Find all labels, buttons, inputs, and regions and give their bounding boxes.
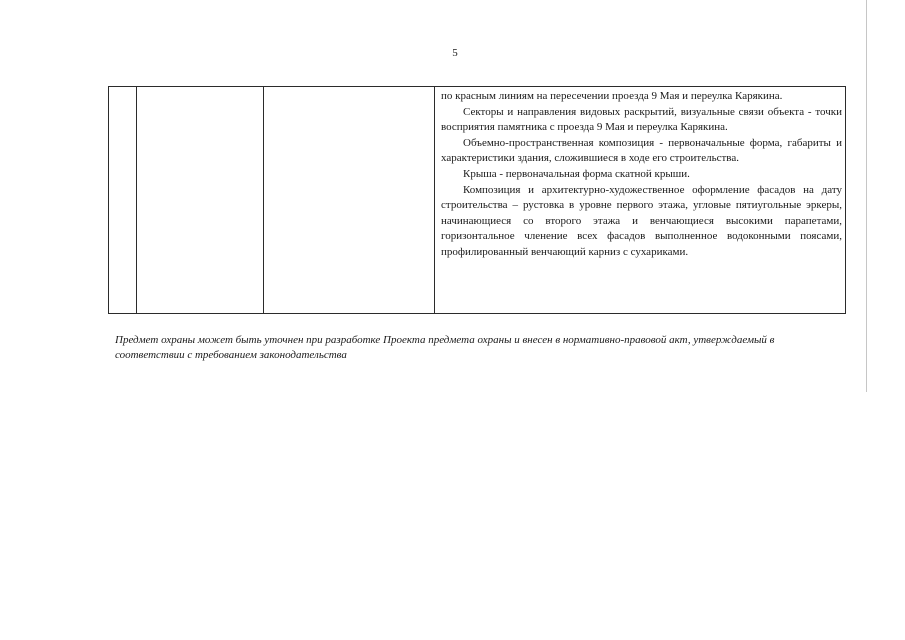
page-number: 5	[452, 47, 458, 59]
description-paragraph: Объемно-пространственная композиция - первоначальные форма, габариты и характеристики здания, сложившиеся в ходе его строительства.	[441, 136, 842, 165]
protection-subject-table	[108, 86, 846, 314]
table-cell-number	[109, 87, 137, 314]
description-text	[435, 87, 845, 261]
footnote: Предмет охраны может быть уточнен при разработке Проекта предмета охраны и внесен в нормативно-правовой акт, утверждаемый в соответствии с требованием законодательства	[115, 334, 775, 361]
description-paragraph: по красным линиям на пересечении проезда 9 Мая и переулка Карякина.	[441, 90, 783, 102]
table-cell-location	[264, 87, 435, 314]
table-cell-name	[137, 87, 264, 314]
scan-edge-line	[866, 0, 867, 392]
description-paragraph: Секторы и направления видовых раскрытий, визуальные связи объекта - точки восприятия памятника с проезда 9 Мая и переулка Карякина.	[441, 105, 842, 134]
description-paragraph: Композиция и архитектурно-художественное оформление фасадов на дату строительства – рустовка в уровне первого этажа, угловые пятиугольные эркеры, начинающиеся со второго этажа и венчающиеся высокими парапетами, горизонтальное членение всех фасадов выполненное водоконными поясами, профилированный венчающий карниз с сухариками.	[441, 183, 842, 258]
description-paragraph: Крыша - первоначальная форма скатной крыши.	[463, 167, 690, 180]
table-row	[109, 87, 846, 314]
table-cell-description	[435, 87, 846, 314]
